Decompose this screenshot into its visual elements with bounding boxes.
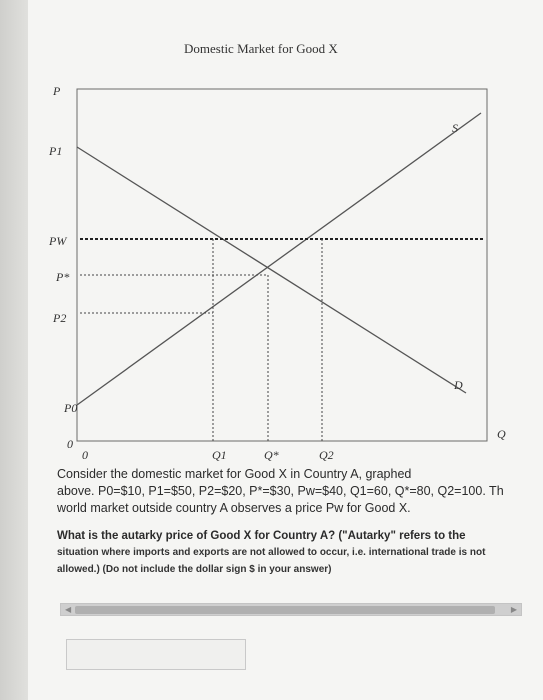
quantity-label-q2: Q2 xyxy=(319,448,334,462)
x-axis-label: Q xyxy=(497,427,506,441)
price-label-pstar: P* xyxy=(56,270,70,284)
quantity-label-qstar: Q* xyxy=(264,448,279,462)
demand-label: D xyxy=(454,378,463,392)
supply-curve xyxy=(77,113,481,405)
prompt-note-1: situation where imports and exports are not allowed to occur, i.e. international trade is not xyxy=(57,547,486,558)
intro-line-1: Consider the domestic market for Good X in Country A, graphed xyxy=(57,467,412,481)
price-label-pw: PW xyxy=(49,234,67,248)
demand-curve xyxy=(77,147,466,393)
prompt-line: What is the autarky price of Good X for Country A? ("Autarky" refers to the xyxy=(57,530,466,542)
supply-label: S xyxy=(452,121,458,135)
graph-title: Domestic Market for Good X xyxy=(184,41,338,56)
price-label-p1: P1 xyxy=(49,144,63,158)
price-label-p0: P0 xyxy=(64,401,78,415)
scroll-right-icon[interactable]: ▶ xyxy=(510,605,517,614)
intro-line-2: above. P0=$10, P1=$50, P2=$20, P*=$30, Pw=$40, Q1=60, Q*=80, Q2=100. Th xyxy=(57,484,504,498)
scrollbar-thumb[interactable] xyxy=(75,606,495,614)
scroll-left-icon[interactable]: ◀ xyxy=(65,605,72,614)
quantity-label-zero: 0 xyxy=(82,448,88,462)
answer-input[interactable] xyxy=(66,639,246,670)
price-label-p2: P2 xyxy=(53,311,67,325)
intro-line-3: world market outside country A observes a price Pw for Good X. xyxy=(57,501,411,515)
horizontal-scrollbar[interactable] xyxy=(60,603,522,616)
prompt-note-2: allowed.) (Do not include the dollar sign $ in your answer) xyxy=(57,564,332,575)
question-text xyxy=(57,466,527,578)
prompt xyxy=(57,528,527,578)
quantity-label-q1: Q1 xyxy=(212,448,227,462)
plot-frame xyxy=(77,89,487,441)
price-label-zero: 0 xyxy=(67,437,73,451)
y-axis-label: P xyxy=(53,84,61,98)
